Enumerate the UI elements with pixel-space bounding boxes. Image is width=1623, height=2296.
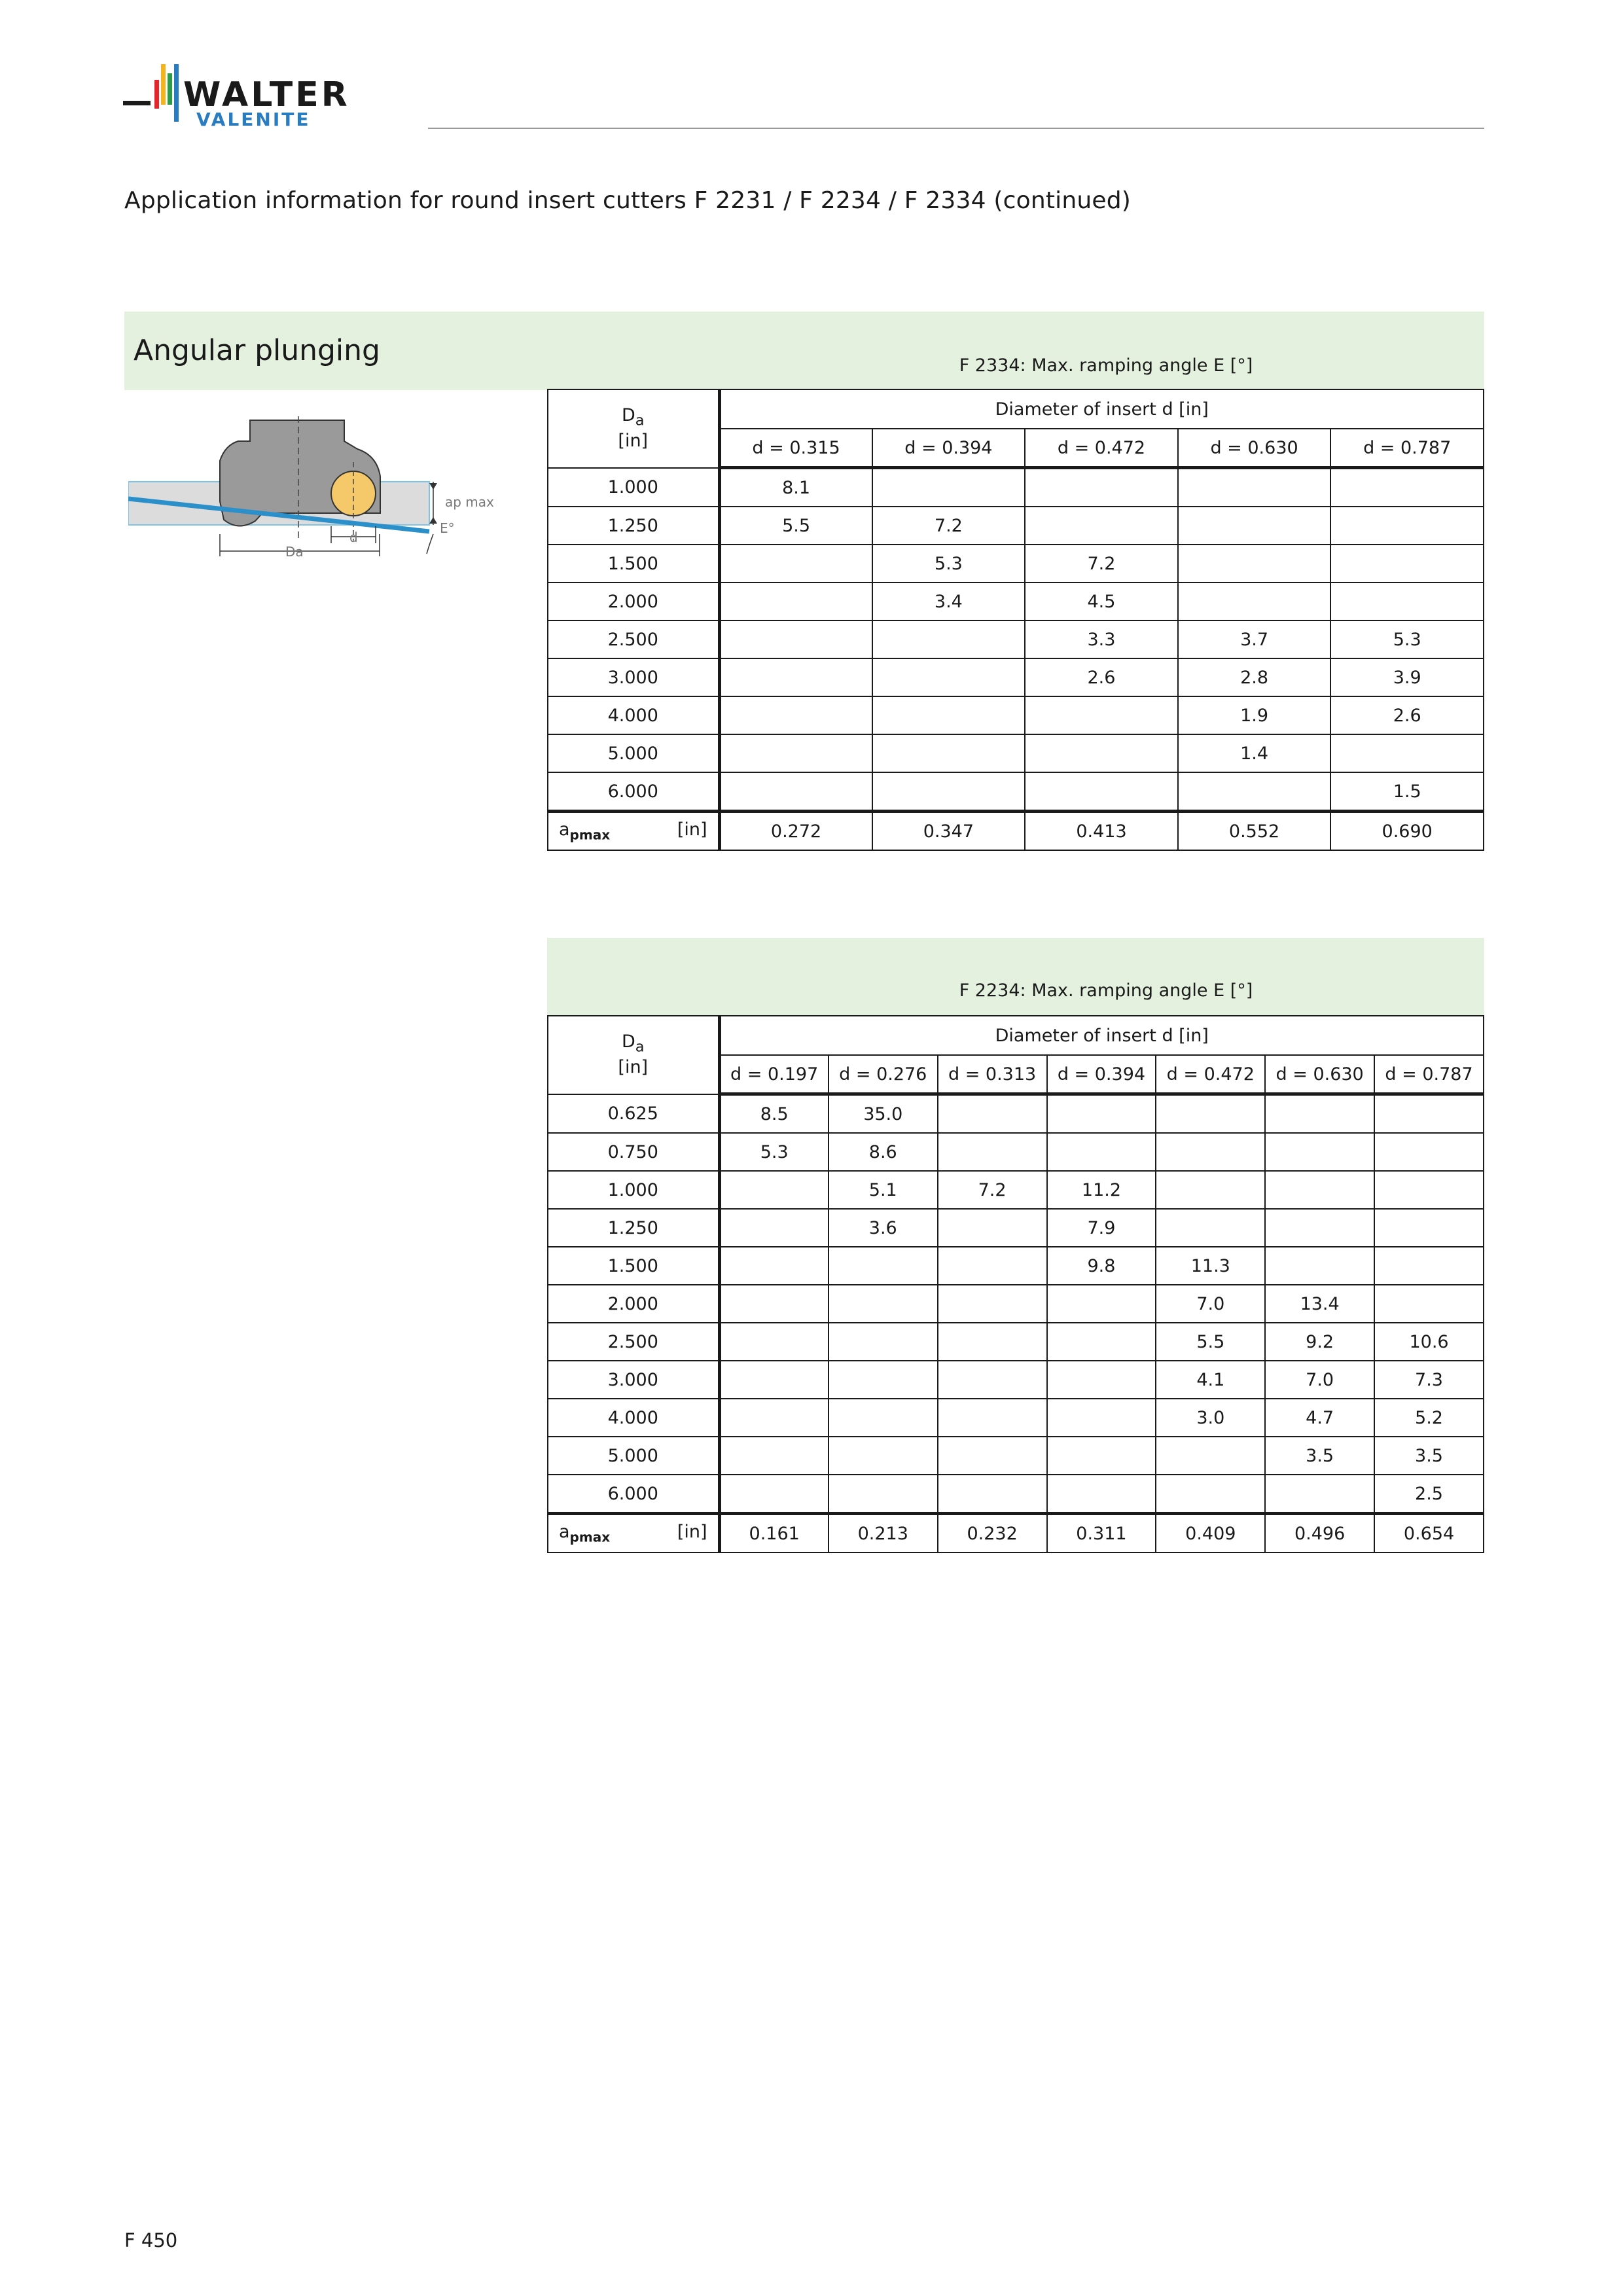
angle-cell [1047, 1361, 1156, 1399]
da-cell: 1.500 [548, 545, 719, 583]
angle-cell [1178, 545, 1331, 583]
da-cell: 1.250 [548, 507, 719, 545]
header-rule [428, 128, 1484, 129]
angle-cell [872, 468, 1026, 507]
angle-cell [719, 658, 872, 696]
angle-cell [829, 1437, 938, 1475]
angle-cell: 3.5 [1265, 1437, 1374, 1475]
angle-cell [938, 1437, 1047, 1475]
angle-cell [872, 620, 1026, 658]
column-header: d = 0.315 [719, 429, 872, 468]
page-title: Application information for round insert cutters F 2231 / F 2234 / F 2334 (continued) [124, 187, 1132, 214]
da-cell: 2.500 [548, 620, 719, 658]
angle-cell: 7.9 [1047, 1209, 1156, 1247]
table-row [548, 1209, 1484, 1247]
angle-cell [719, 696, 872, 734]
apmax-cell: 0.409 [1156, 1514, 1265, 1553]
table-row [548, 1094, 1484, 1134]
da-cell: 1.000 [548, 1171, 719, 1209]
table-row [548, 1437, 1484, 1475]
da-cell: 6.000 [548, 1475, 719, 1514]
angle-cell [719, 620, 872, 658]
da-cell: 4.000 [548, 696, 719, 734]
angle-cell [1178, 507, 1331, 545]
angle-cell: 7.3 [1374, 1361, 1484, 1399]
column-header: d = 0.394 [872, 429, 1026, 468]
angle-cell: 3.9 [1330, 658, 1484, 696]
angle-cell [1330, 734, 1484, 772]
angle-cell [719, 772, 872, 812]
angle-cell [1025, 772, 1178, 812]
angle-cell [938, 1247, 1047, 1285]
apmax-cell: 0.213 [829, 1514, 938, 1553]
column-header: d = 0.313 [938, 1055, 1047, 1094]
angle-cell [719, 1171, 829, 1209]
table-row [548, 1475, 1484, 1514]
table-row [548, 507, 1484, 545]
angle-cell: 5.3 [719, 1133, 829, 1171]
angle-cell [1178, 583, 1331, 620]
angle-cell [938, 1094, 1047, 1134]
apmax-cell: 0.413 [1025, 812, 1178, 851]
angle-cell [1374, 1247, 1484, 1285]
angle-cell [938, 1361, 1047, 1399]
page-number: F 450 [124, 2229, 178, 2251]
angle-cell [1330, 545, 1484, 583]
angle-cell [719, 1247, 829, 1285]
angle-cell: 7.0 [1265, 1361, 1374, 1399]
angle-cell [719, 734, 872, 772]
da-cell: 4.000 [548, 1399, 719, 1437]
column-header: d = 0.472 [1025, 429, 1178, 468]
da-cell: 0.625 [548, 1094, 719, 1134]
column-header: d = 0.197 [719, 1055, 829, 1094]
angle-cell [1330, 507, 1484, 545]
angle-cell: 11.2 [1047, 1171, 1156, 1209]
column-header: d = 0.394 [1047, 1055, 1156, 1094]
angle-cell: 9.8 [1047, 1247, 1156, 1285]
angle-cell [719, 1323, 829, 1361]
table-row [548, 1247, 1484, 1285]
angle-cell [1156, 1171, 1265, 1209]
apmax-label: $a_{pmax}$ [in] [548, 1514, 719, 1553]
angle-cell [1178, 468, 1331, 507]
diagram-d-label: d [349, 529, 358, 545]
table-row [548, 696, 1484, 734]
da-cell: 0.750 [548, 1133, 719, 1171]
angle-cell [719, 583, 872, 620]
angle-cell [1374, 1094, 1484, 1134]
angle-cell [872, 696, 1026, 734]
apmax-label: $a_{pmax}$ [in] [548, 812, 719, 851]
angle-cell [872, 734, 1026, 772]
angle-cell: 7.2 [872, 507, 1026, 545]
angle-cell [1025, 468, 1178, 507]
table-row [548, 734, 1484, 772]
angle-cell: 1.5 [1330, 772, 1484, 812]
insert-diameter-group-header: Diameter of insert d [in] [719, 1016, 1484, 1055]
angle-cell [719, 1437, 829, 1475]
angle-cell [1047, 1399, 1156, 1437]
da-cell: 2.000 [548, 1285, 719, 1323]
angle-cell [1265, 1247, 1374, 1285]
table-row [548, 1133, 1484, 1171]
diagram-e-label: E° [440, 520, 455, 536]
walter-valenite-logo [123, 60, 404, 132]
apmax-cell: 0.347 [872, 812, 1026, 851]
angle-cell [719, 1209, 829, 1247]
angle-cell: 35.0 [829, 1094, 938, 1134]
angle-cell [1265, 1094, 1374, 1134]
table-row [548, 468, 1484, 507]
angle-cell [1374, 1285, 1484, 1323]
angle-cell: 2.6 [1330, 696, 1484, 734]
angle-cell [1374, 1133, 1484, 1171]
apmax-row [548, 812, 1484, 851]
apmax-cell: 0.552 [1178, 812, 1331, 851]
angle-cell [938, 1323, 1047, 1361]
angle-cell: 3.0 [1156, 1399, 1265, 1437]
svg-text:WALTER: WALTER [183, 75, 350, 115]
angle-cell [1156, 1437, 1265, 1475]
table1-caption: F 2334: Max. ramping angle E [°] [959, 355, 1253, 376]
angle-cell: 3.5 [1374, 1437, 1484, 1475]
angle-cell [1025, 507, 1178, 545]
angle-cell [1156, 1475, 1265, 1514]
da-cell: 6.000 [548, 772, 719, 812]
angle-cell [829, 1475, 938, 1514]
table-row [548, 1285, 1484, 1323]
apmax-cell: 0.690 [1330, 812, 1484, 851]
table-row [548, 658, 1484, 696]
angle-cell [829, 1361, 938, 1399]
da-column-header: $D_a$ [in] [548, 1016, 719, 1094]
angle-cell: 7.2 [938, 1171, 1047, 1209]
apmax-row [548, 1514, 1484, 1553]
angle-cell: 13.4 [1265, 1285, 1374, 1323]
angle-cell [829, 1323, 938, 1361]
angle-cell [938, 1285, 1047, 1323]
table-row [548, 545, 1484, 583]
angle-cell: 8.6 [829, 1133, 938, 1171]
apmax-cell: 0.161 [719, 1514, 829, 1553]
table-row [548, 1171, 1484, 1209]
apmax-cell: 0.272 [719, 812, 872, 851]
apmax-cell: 0.654 [1374, 1514, 1484, 1553]
angle-cell [1156, 1133, 1265, 1171]
angle-cell: 2.5 [1374, 1475, 1484, 1514]
angle-cell: 8.5 [719, 1094, 829, 1134]
angle-cell: 5.1 [829, 1171, 938, 1209]
diagram-da-label: Da [285, 544, 304, 560]
angle-cell: 2.6 [1025, 658, 1178, 696]
angle-cell [1047, 1437, 1156, 1475]
angle-cell: 8.1 [719, 468, 872, 507]
da-cell: 5.000 [548, 1437, 719, 1475]
apmax-cell: 0.311 [1047, 1514, 1156, 1553]
table2-band [547, 938, 1484, 1016]
column-header: d = 0.787 [1330, 429, 1484, 468]
da-cell: 3.000 [548, 1361, 719, 1399]
angle-cell [719, 1361, 829, 1399]
angle-cell [1374, 1171, 1484, 1209]
angle-cell: 5.5 [1156, 1323, 1265, 1361]
angle-cell [872, 658, 1026, 696]
angle-cell: 3.7 [1178, 620, 1331, 658]
angular-plunging-diagram [128, 416, 521, 573]
angle-cell [829, 1285, 938, 1323]
section-title: Angular plunging [134, 334, 380, 367]
diagram-ap-label: ap max [445, 494, 494, 510]
angle-cell [1265, 1171, 1374, 1209]
angle-cell: 4.5 [1025, 583, 1178, 620]
angle-cell: 5.2 [1374, 1399, 1484, 1437]
apmax-cell: 0.496 [1265, 1514, 1374, 1553]
ramping-angle-table-f2234 [547, 1015, 1484, 1553]
angle-cell [1265, 1209, 1374, 1247]
angle-cell [719, 545, 872, 583]
angle-cell [1025, 734, 1178, 772]
angle-cell: 5.3 [872, 545, 1026, 583]
angle-cell: 3.3 [1025, 620, 1178, 658]
angle-cell: 5.3 [1330, 620, 1484, 658]
angle-cell [1047, 1323, 1156, 1361]
angle-cell [829, 1399, 938, 1437]
column-header: d = 0.630 [1178, 429, 1331, 468]
angle-cell [1156, 1094, 1265, 1134]
angle-cell: 7.2 [1025, 545, 1178, 583]
table-row [548, 620, 1484, 658]
angle-cell [1265, 1133, 1374, 1171]
da-cell: 2.000 [548, 583, 719, 620]
table-row [548, 1361, 1484, 1399]
angle-cell [1374, 1209, 1484, 1247]
angle-cell: 5.5 [719, 507, 872, 545]
da-cell: 1.000 [548, 468, 719, 507]
angle-cell: 10.6 [1374, 1323, 1484, 1361]
angle-cell [1047, 1094, 1156, 1134]
angle-cell [1330, 468, 1484, 507]
angle-cell: 3.4 [872, 583, 1026, 620]
angle-cell [719, 1475, 829, 1514]
table-row [548, 1323, 1484, 1361]
table2-caption: F 2234: Max. ramping angle E [°] [959, 980, 1253, 1001]
angle-cell [1330, 583, 1484, 620]
column-header: d = 0.630 [1265, 1055, 1374, 1094]
table-row [548, 772, 1484, 812]
angle-cell [1047, 1285, 1156, 1323]
angle-cell [1047, 1475, 1156, 1514]
column-header: d = 0.787 [1374, 1055, 1484, 1094]
table-row [548, 583, 1484, 620]
angle-cell [1025, 696, 1178, 734]
angle-cell [719, 1285, 829, 1323]
column-header: d = 0.472 [1156, 1055, 1265, 1094]
angle-cell: 9.2 [1265, 1323, 1374, 1361]
da-cell: 1.500 [548, 1247, 719, 1285]
angle-cell: 1.4 [1178, 734, 1331, 772]
da-cell: 2.500 [548, 1323, 719, 1361]
angle-cell [938, 1475, 1047, 1514]
da-cell: 3.000 [548, 658, 719, 696]
column-header: d = 0.276 [829, 1055, 938, 1094]
angle-cell [829, 1247, 938, 1285]
angle-cell [1047, 1133, 1156, 1171]
angle-cell [1265, 1475, 1374, 1514]
angle-cell: 1.9 [1178, 696, 1331, 734]
insert-diameter-group-header: Diameter of insert d [in] [719, 389, 1484, 429]
apmax-cell: 0.232 [938, 1514, 1047, 1553]
angle-cell [872, 772, 1026, 812]
angle-cell: 11.3 [1156, 1247, 1265, 1285]
angle-cell: 7.0 [1156, 1285, 1265, 1323]
ramping-angle-table-f2334 [547, 389, 1484, 851]
angle-cell [1156, 1209, 1265, 1247]
svg-text:VALENITE: VALENITE [196, 109, 311, 130]
angle-cell [1178, 772, 1331, 812]
angle-cell: 4.7 [1265, 1399, 1374, 1437]
angle-cell [938, 1399, 1047, 1437]
da-column-header: $D_a$ [in] [548, 389, 719, 468]
angle-cell: 4.1 [1156, 1361, 1265, 1399]
angle-cell [938, 1209, 1047, 1247]
angle-cell [719, 1399, 829, 1437]
angle-cell [938, 1133, 1047, 1171]
angle-cell: 3.6 [829, 1209, 938, 1247]
angle-cell: 2.8 [1178, 658, 1331, 696]
da-cell: 5.000 [548, 734, 719, 772]
table-row [548, 1399, 1484, 1437]
da-cell: 1.250 [548, 1209, 719, 1247]
